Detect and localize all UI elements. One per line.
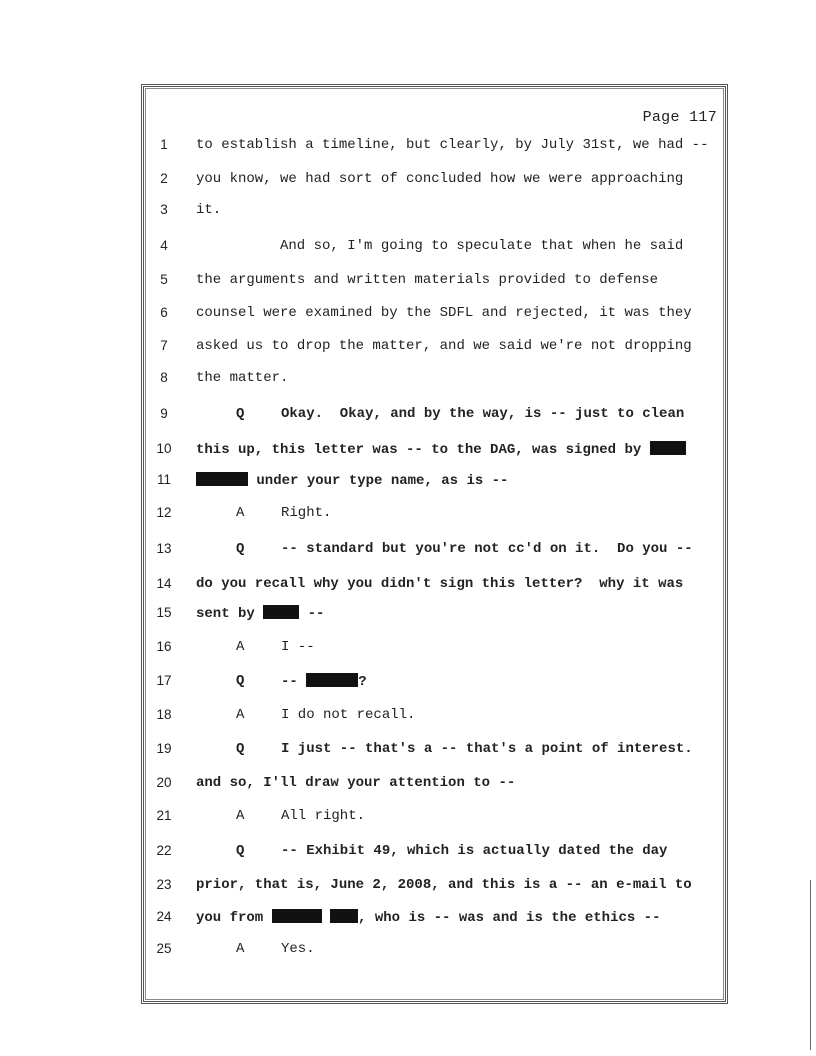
transcript-line — [0, 238, 816, 258]
transcript-line — [0, 909, 816, 929]
line-number: 9 — [160, 406, 168, 421]
transcript-line — [0, 877, 816, 897]
line-number: 16 — [156, 639, 172, 654]
speaker-label: A — [236, 639, 245, 655]
line-number: 2 — [160, 171, 168, 186]
scan-edge-line — [810, 880, 811, 1050]
line-text: -- Exhibit 49, which is actually dated the day — [281, 843, 668, 859]
transcript-line — [0, 941, 816, 961]
line-number: 14 — [156, 576, 172, 591]
line-text: I -- — [281, 639, 315, 655]
speaker-label: A — [236, 941, 245, 957]
transcript-line — [0, 576, 816, 596]
line-text: Yes. — [281, 941, 315, 957]
transcript-line — [0, 707, 816, 727]
line-number: 21 — [156, 808, 172, 823]
line-number: 1 — [160, 137, 168, 152]
line-text: I do not recall. — [281, 707, 416, 723]
line-text: this up, this letter was -- to the DAG, was signed by — [196, 441, 686, 458]
line-number: 5 — [160, 272, 168, 287]
speaker-label: A — [236, 505, 245, 521]
line-text: to establish a timeline, but clearly, by July 31st, we had -- — [196, 137, 709, 153]
speaker-label: A — [236, 707, 245, 723]
transcript-line — [0, 441, 816, 461]
line-text: -- ? — [281, 674, 367, 690]
line-number: 17 — [156, 673, 172, 688]
line-text: do you recall why you didn't sign this letter? why it was — [196, 576, 684, 592]
redaction — [330, 909, 358, 923]
line-text: And so, I'm going to speculate that when he said — [280, 238, 684, 254]
transcript-line — [0, 272, 816, 292]
line-text: the matter. — [196, 370, 289, 386]
line-text: I just -- that's a -- that's a point of interest. — [281, 741, 693, 757]
speaker-label: Q — [236, 406, 245, 422]
line-number: 13 — [156, 541, 172, 556]
line-text: you know, we had sort of concluded how we were approaching — [196, 171, 684, 187]
speaker-label: Q — [236, 741, 245, 757]
line-text: Right. — [281, 505, 332, 521]
line-text: All right. — [281, 808, 366, 824]
speaker-label: Q — [236, 673, 245, 689]
redaction — [196, 472, 248, 486]
transcript-line — [0, 808, 816, 828]
line-number: 10 — [156, 441, 172, 456]
transcript-line — [0, 137, 816, 157]
line-number: 12 — [156, 505, 172, 520]
line-number: 24 — [156, 909, 172, 924]
line-text: you from , who is -- was and is the ethics -- — [196, 910, 661, 926]
line-text: under your type name, as is -- — [196, 472, 508, 489]
page-number: Page 117 — [642, 109, 717, 126]
line-text: it. — [196, 202, 222, 218]
redaction — [272, 909, 322, 923]
transcript-line — [0, 741, 816, 761]
line-number: 3 — [160, 202, 168, 217]
line-text: counsel were examined by the SDFL and rejected, it was they — [196, 305, 692, 321]
transcript-line — [0, 505, 816, 525]
line-text: asked us to drop the matter, and we said we're not dropping — [196, 338, 692, 354]
line-number: 7 — [160, 338, 168, 353]
line-number: 8 — [160, 370, 168, 385]
line-number: 20 — [156, 775, 172, 790]
line-number: 6 — [160, 305, 168, 320]
speaker-label: A — [236, 808, 245, 824]
transcript-line — [0, 171, 816, 191]
line-text: sent by -- — [196, 606, 325, 622]
line-number: 23 — [156, 877, 172, 892]
transcript-line — [0, 673, 816, 693]
transcript-line — [0, 843, 816, 863]
transcript-line — [0, 605, 816, 625]
transcript-line — [0, 305, 816, 325]
line-number: 22 — [156, 843, 172, 858]
line-number: 4 — [160, 238, 168, 253]
line-number: 18 — [156, 707, 172, 722]
speaker-label: Q — [236, 541, 245, 557]
redaction — [263, 605, 299, 619]
line-text: prior, that is, June 2, 2008, and this is a -- an e-mail to — [196, 877, 692, 893]
transcript-line — [0, 639, 816, 659]
line-number: 25 — [156, 941, 172, 956]
redaction — [650, 441, 686, 455]
line-text: -- standard but you're not cc'd on it. Do you -- — [281, 541, 693, 557]
transcript-line — [0, 775, 816, 795]
transcript-line — [0, 472, 816, 492]
line-text: Okay. Okay, and by the way, is -- just to clean — [281, 406, 685, 422]
transcript-line — [0, 406, 816, 426]
transcript-line — [0, 338, 816, 358]
redaction — [306, 673, 358, 687]
transcript-line — [0, 541, 816, 561]
line-text: and so, I'll draw your attention to -- — [196, 775, 516, 791]
line-number: 11 — [156, 472, 171, 487]
speaker-label: Q — [236, 843, 245, 859]
line-number: 15 — [156, 605, 172, 620]
line-number: 19 — [156, 741, 172, 756]
transcript-line — [0, 370, 816, 390]
transcript-line — [0, 202, 816, 222]
line-text: the arguments and written materials provided to defense — [196, 272, 659, 288]
